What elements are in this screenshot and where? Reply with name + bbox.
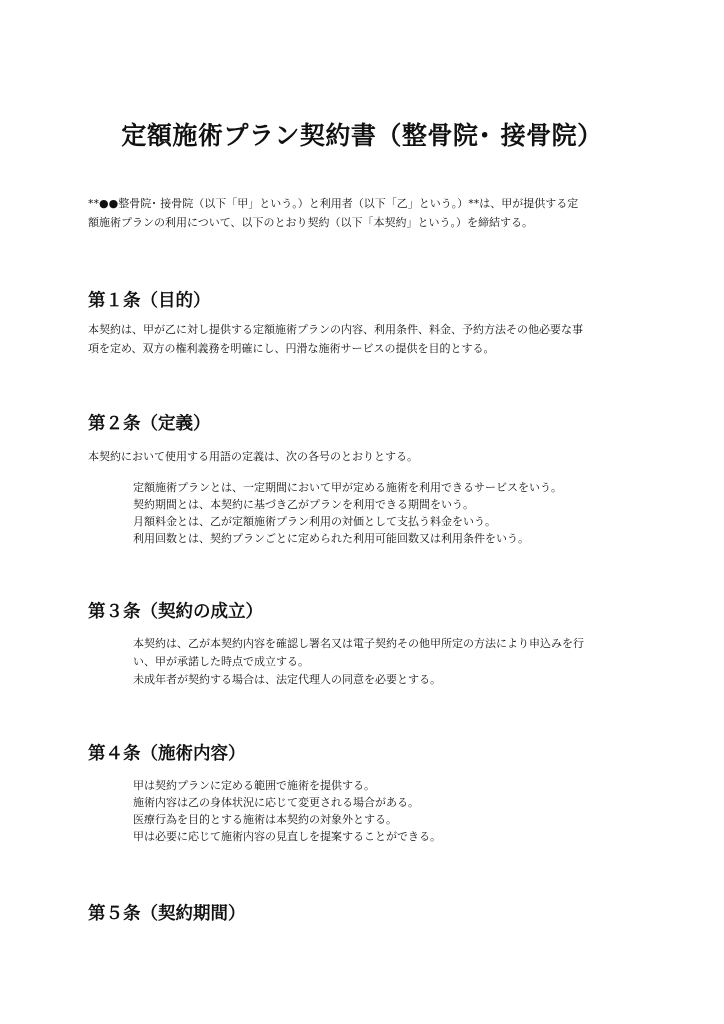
- article-4-item: 甲は必要に応じて施術内容の見直しを提案することができる。: [133, 830, 441, 843]
- article-2-item: 定額施術プランとは、一定期間において甲が定める施術を利用できるサービスをいう。: [133, 481, 562, 494]
- article-4-items: [133, 777, 653, 845]
- article-5-heading: 第５条（契約期間）: [88, 904, 246, 924]
- article-1-line: 本契約は、甲が乙に対し提供する定額施術プランの内容、利用条件、料金、予約方法その他必要な事: [88, 323, 583, 336]
- document-title: 定額施術プラン契約書（整骨院･ 接骨院）: [121, 121, 603, 150]
- article-4-item: 甲は契約プランに定める範囲で施術を提供する。: [133, 779, 375, 792]
- article-3-items: [133, 635, 653, 689]
- article-4-item: 医療行為を目的とする施術は本契約の対象外とする。: [133, 813, 397, 826]
- article-2-heading: 第２条（定義）: [88, 414, 211, 434]
- intro-line: **●●整骨院･ 接骨院（以下「甲」という。）と利用者（以下「乙」という。）**は、甲が提供する定: [88, 197, 579, 210]
- article-4-item: 施術内容は乙の身体状況に応じて変更される場合がある。: [133, 796, 419, 809]
- article-2-item: 利用回数とは、契約プランごとに定められた利用可能回数又は利用条件をいう。: [133, 532, 529, 545]
- article-2-line: 本契約において使用する用語の定義は、次の各号のとおりとする。: [88, 450, 418, 463]
- article-2-item: 月額料金とは、乙が定額施術プラン利用の対価として支払う料金をいう。: [133, 515, 496, 528]
- article-3-heading: 第３条（契約の成立）: [88, 602, 263, 622]
- article-2-item: 契約期間とは、本契約に基づき乙がプランを利用できる期間をいう。: [133, 498, 474, 511]
- article-1-body: [88, 320, 648, 358]
- article-1-heading: 第１条（目的）: [88, 291, 211, 311]
- article-2-items: [133, 479, 653, 547]
- article-3-item: い、甲が承諾した時点で成立する。: [133, 655, 309, 668]
- article-2-body: [88, 447, 648, 466]
- article-3-item: 本契約は、乙が本契約内容を確認し署名又は電子契約その他甲所定の方法により申込みを行: [133, 637, 584, 650]
- article-4-heading: 第４条（施術内容）: [88, 744, 246, 764]
- article-1-line: 項を定め、双方の権利義務を明確にし、円滑な施術サービスの提供を目的とする。: [88, 342, 495, 355]
- intro-line: 額施術プランの利用について、以下のとおり契約（以下「本契約」という。）を締結する。: [88, 216, 534, 229]
- intro-paragraph: [88, 194, 648, 232]
- article-3-item: 未成年者が契約する場合は、法定代理人の同意を必要とする。: [133, 673, 441, 686]
